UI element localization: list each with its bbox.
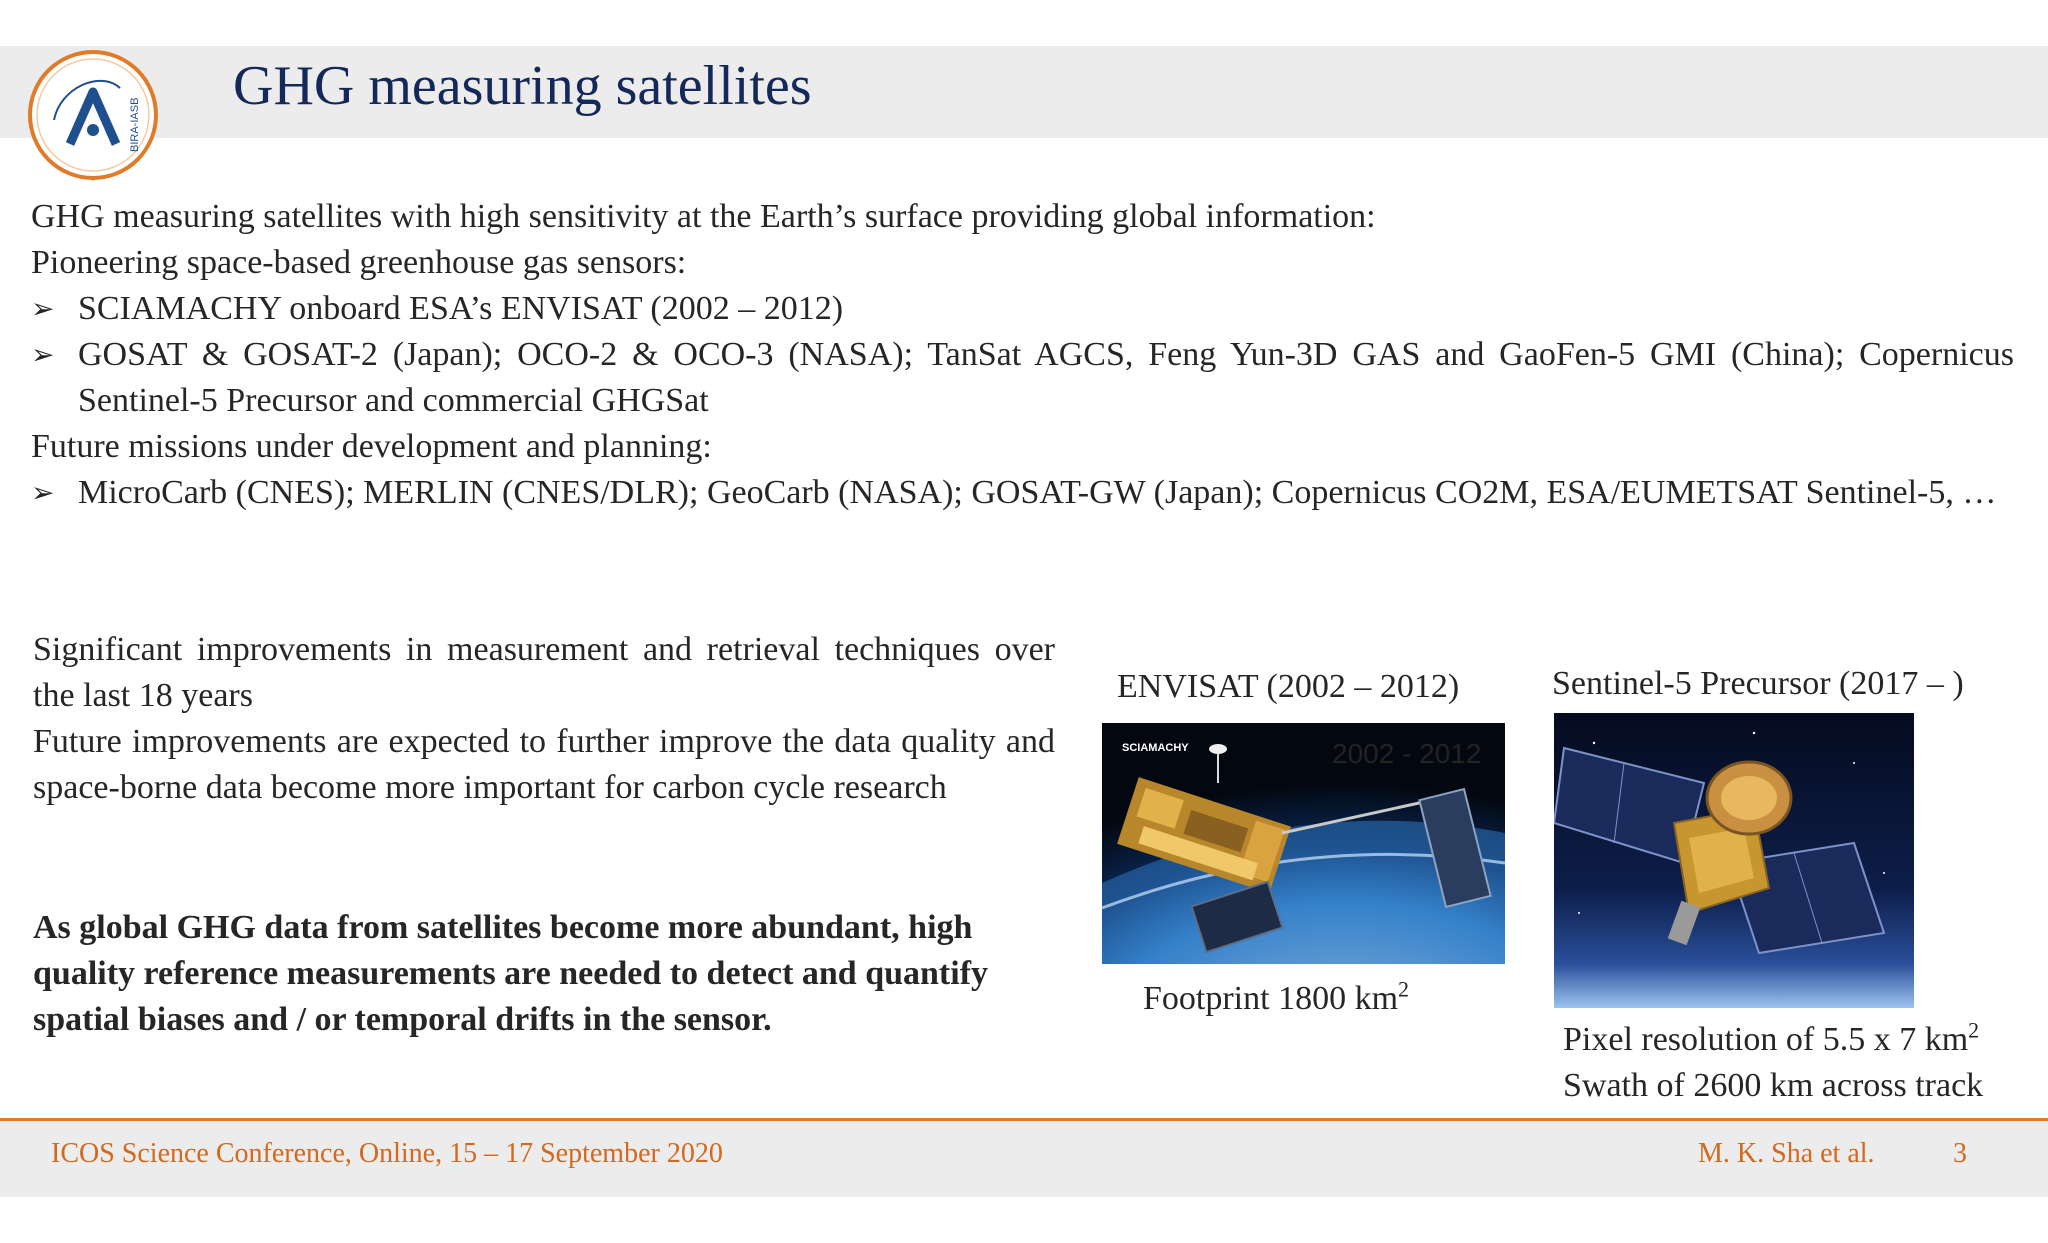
future-improvements-text: Future improvements are expected to further improve the data quality and space-borne data become more important for carbon cycle research <box>33 723 1055 806</box>
bullet-arrow-icon: ➢ <box>31 338 55 371</box>
intro-text: GHG measuring satellites with high sensitivity at the Earth’s surface providing global information: <box>31 198 1376 235</box>
main-text <box>31 194 2014 516</box>
bullet-arrow-icon: ➢ <box>31 292 55 325</box>
list-item: ➢ SCIAMACHY onboard ESA’s ENVISAT (2002 – 2012) <box>31 286 2014 332</box>
s5p-image <box>1554 713 1914 1008</box>
improvements-text: Significant improvements in measurement and retrieval techniques over the last 18 years <box>33 631 1055 714</box>
bullet-arrow-icon: ➢ <box>31 476 55 509</box>
bold-note: As global GHG data from satellites become more abundant, high quality reference measurements are needed to detect and quantify spatial biases and / or temporal drifts in the sensor. <box>33 909 989 1038</box>
footer-conference: ICOS Science Conference, Online, 15 – 17 September 2020 <box>51 1138 723 1169</box>
bira-iasb-logo-icon <box>20 48 166 186</box>
footer-page-number: 3 <box>1953 1138 1967 1169</box>
envisat-image <box>1102 723 1505 964</box>
footer-author: M. K. Sha et al. <box>1698 1138 1875 1169</box>
s5p-title: Sentinel-5 Precursor (2017 – ) <box>1552 665 1964 702</box>
list-item: ➢ GOSAT & GOSAT-2 (Japan); OCO-2 & OCO-3 (NASA); TanSat AGCS, Feng Yun-3D GAS and GaoFen-5 GMI (China); Copernicus Sentinel-5 Precursor and commercial GHGSat <box>31 332 2014 424</box>
pioneering-heading: Pioneering space-based greenhouse gas sensors: <box>31 244 687 281</box>
future-heading: Future missions under development and planning: <box>31 428 712 465</box>
envisat-title: ENVISAT (2002 – 2012) <box>1117 668 1460 705</box>
sciamachy-label: SCIAMACHY <box>1122 742 1189 754</box>
list-item: ➢ MicroCarb (CNES); MERLIN (CNES/DLR); GeoCarb (NASA); GOSAT-GW (Japan); Copernicus CO2M, ESA/EUMETSAT Sentinel-5, … <box>31 470 2014 516</box>
logo-text: BIRA-IASB <box>129 97 141 152</box>
envisat-years-label: 2002 - 2012 <box>1332 738 1482 769</box>
envisat-footprint: Footprint 1800 $km^2$ <box>1143 976 1410 1017</box>
s5p-pixel-resolution: Pixel resolution of 5.5 x 7 $km^2$ <box>1563 1017 1980 1058</box>
s5p-swath: Swath of 2600 km across track <box>1563 1067 1984 1104</box>
left-column <box>33 627 1055 811</box>
slide-title: GHG measuring satellites <box>233 55 812 117</box>
